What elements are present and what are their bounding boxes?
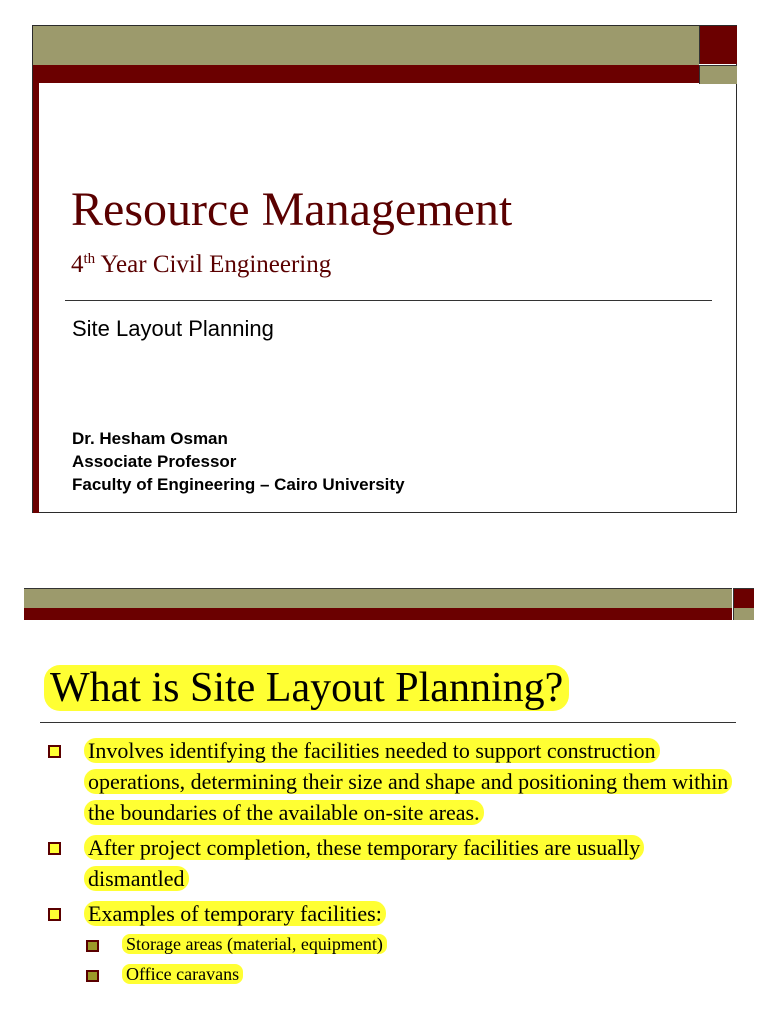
slide2-title-text: What is Site Layout Planning? xyxy=(44,665,569,711)
filled-square-bullet-icon xyxy=(86,940,99,952)
sub-bullet-item xyxy=(84,959,736,989)
header-band-olive xyxy=(33,26,699,66)
slide-subtitle xyxy=(71,252,331,277)
header-band-maroon xyxy=(33,65,699,83)
subtitle-number: 4 xyxy=(71,251,84,278)
square-bullet-icon xyxy=(48,908,61,921)
bullet-item xyxy=(46,735,736,828)
author-affiliation: Faculty of Engineering – Cairo University xyxy=(72,475,405,494)
slide2-header-band-olive xyxy=(24,588,732,609)
bullet-text: After project completion, these temporary facilities are usually dismantled xyxy=(84,835,644,891)
slide2-title xyxy=(44,664,569,712)
slide-topic: Site Layout Planning xyxy=(72,316,274,341)
sub-bullet-list xyxy=(84,929,736,989)
corner-square-maroon xyxy=(699,26,737,64)
bullet-text: Examples of temporary facilities: xyxy=(84,901,386,926)
subtitle-superscript: th xyxy=(83,251,96,267)
square-bullet-icon xyxy=(48,842,61,855)
sub-bullet-text: Storage areas (material, equipment) xyxy=(122,934,387,954)
bullet-list xyxy=(46,735,736,993)
author-block xyxy=(72,427,405,496)
title-slide xyxy=(32,25,737,513)
slide2-corner-square-maroon xyxy=(733,588,754,608)
filled-square-bullet-icon xyxy=(86,970,99,982)
slide-title: Resource Management xyxy=(71,183,513,236)
author-name: Dr. Hesham Osman xyxy=(72,429,228,448)
slide2-corner-square-olive xyxy=(733,608,754,620)
corner-square-olive xyxy=(699,65,737,84)
slide2-header-band-maroon xyxy=(24,608,732,620)
bullet-text: Involves identifying the facilities needed to support construction operations, determining their size and shape and positioning them within the boundaries of the available on-site areas. xyxy=(84,738,732,825)
bullet-item xyxy=(46,832,736,894)
divider xyxy=(65,300,712,301)
slide2-divider xyxy=(40,722,736,723)
sub-bullet-item xyxy=(84,929,736,959)
author-position: Associate Professor xyxy=(72,452,237,471)
sub-bullet-text: Office caravans xyxy=(122,964,243,984)
square-bullet-icon xyxy=(48,745,61,758)
subtitle-text: Year Civil Engineering xyxy=(95,251,332,278)
bullet-item xyxy=(46,898,736,989)
side-band-maroon xyxy=(33,83,39,513)
